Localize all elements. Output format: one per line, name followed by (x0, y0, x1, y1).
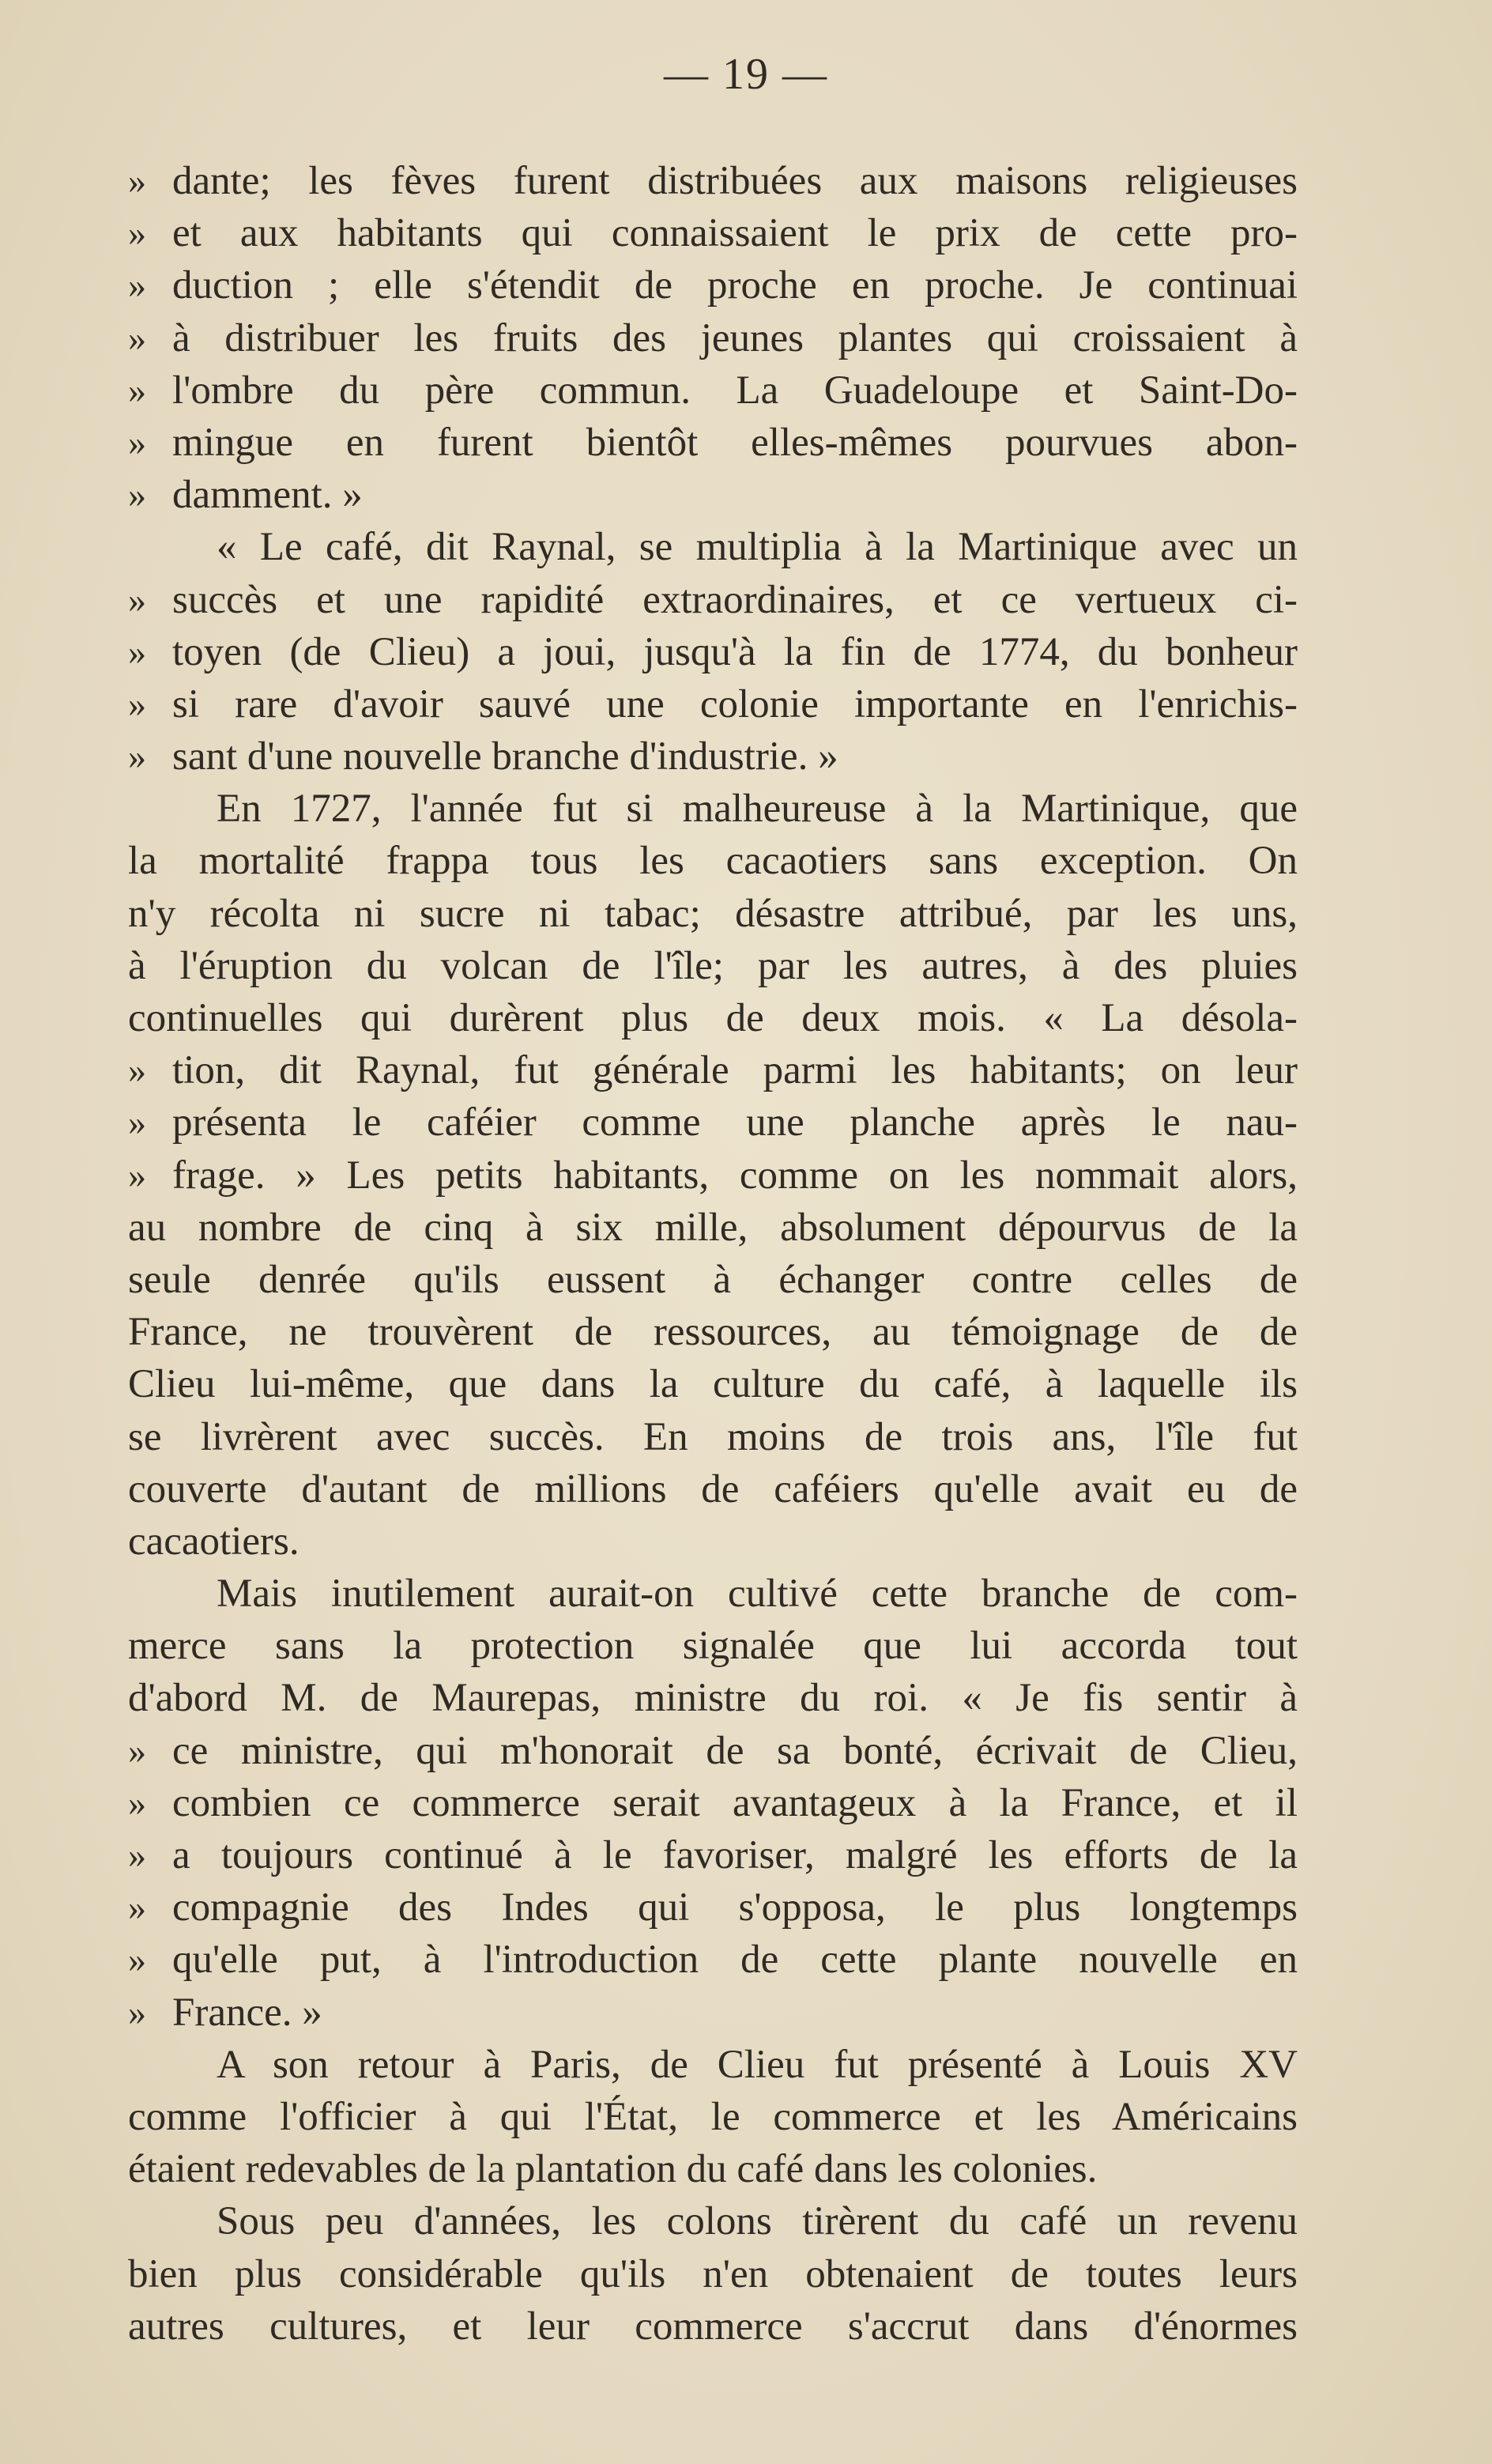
quote-marker: » (128, 317, 146, 358)
line-text: autres cultures, et leur commerce s'accrut dans d'énormes (128, 2304, 1298, 2349)
text-line (128, 2143, 1298, 2195)
quote-marker: » (128, 1050, 146, 1091)
line-text: A son retour à Paris, de Clieu fut présenté à Louis XV (217, 2042, 1298, 2087)
text-line (128, 1777, 1298, 1829)
quote-marker: » (128, 1102, 146, 1143)
text-line (128, 2091, 1298, 2143)
line-text: merce sans la protection signalée que lui accorda tout (128, 1624, 1298, 1669)
quote-marker: » (128, 160, 146, 201)
line-text: seule denrée qu'ils eussent à échanger contre celles de (128, 1257, 1298, 1302)
quote-marker: » (128, 683, 146, 724)
text-line (128, 259, 1298, 311)
line-text: France. » (172, 1990, 322, 2035)
line-text: continuelles qui durèrent plus de deux mois. « La désola- (128, 996, 1298, 1040)
page-number: — 19 — (664, 50, 828, 99)
line-text: au nombre de cinq à six mille, absolument dépourvus de la (128, 1205, 1298, 1250)
line-text: présenta le caféier comme une planche après le nau- (172, 1100, 1298, 1145)
line-text: qu'elle put, à l'introduction de cette plante nouvelle en (172, 1938, 1298, 1983)
text-line (128, 312, 1298, 364)
text-line (128, 1044, 1298, 1096)
line-text: compagnie des Indes qui s'opposa, le plus longtemps (172, 1885, 1298, 1930)
line-text: Sous peu d'années, les colons tirèrent du café un revenu (217, 2199, 1298, 2244)
quote-marker: » (128, 1730, 146, 1771)
line-text: sant d'une nouvelle branche d'industrie. » (172, 734, 838, 779)
quote-marker (128, 783, 172, 835)
text-line (128, 1149, 1298, 1202)
text-line (128, 940, 1298, 992)
line-text: ce ministre, qui m'honorait de sa bonté, écrivait de Clieu, (172, 1728, 1298, 1773)
text-line (128, 2248, 1298, 2300)
line-text: « Le café, dit Raynal, se multiplia à la Martinique avec un (217, 525, 1298, 570)
quote-marker: » (128, 1991, 146, 2032)
text-line (128, 888, 1298, 940)
text-line (128, 1358, 1298, 1410)
quote-marker: » (128, 474, 146, 515)
text-line (128, 417, 1298, 469)
text-line (128, 1254, 1298, 1306)
text-line (128, 626, 1298, 678)
line-text: l'ombre du père commun. La Guadeloupe et Saint-Do- (172, 368, 1298, 413)
quote-marker: » (128, 1782, 146, 1823)
text-line (128, 469, 1298, 521)
quote-marker (128, 1568, 172, 1620)
line-text: combien ce commerce serait avantageux à la France, et il (172, 1780, 1298, 1825)
quote-marker: » (128, 421, 146, 462)
line-text: à l'éruption du volcan de l'île; par les autres, à des pluies (128, 943, 1298, 988)
text-line (128, 521, 1298, 573)
text-line (128, 364, 1298, 417)
text-line (128, 1202, 1298, 1254)
text-line (128, 2300, 1298, 2353)
text-line (128, 1306, 1298, 1358)
quote-marker: » (128, 579, 146, 620)
text-line (128, 1515, 1298, 1568)
line-text: comme l'officier à qui l'État, le commerce et les Américains (128, 2094, 1298, 2139)
line-text: Clieu lui-même, que dans la culture du café, à laquelle ils (128, 1362, 1298, 1407)
line-text: cacaotiers. (128, 1519, 300, 1564)
text-line (128, 2039, 1298, 2091)
text-line (128, 1411, 1298, 1463)
quote-marker: » (128, 736, 146, 777)
line-text: n'y récolta ni sucre ni tabac; désastre attribué, par les uns, (128, 891, 1298, 936)
quote-marker: » (128, 1835, 146, 1875)
quote-marker: » (128, 631, 146, 672)
line-text: frage. » Les petits habitants, comme on les nommait alors, (172, 1153, 1298, 1198)
line-text: à distribuer les fruits des jeunes plantes qui croissaient à (172, 315, 1298, 360)
text-line (128, 783, 1298, 835)
line-text: toyen (de Clieu) a joui, jusqu'à la fin de 1774, du bonheur (172, 629, 1298, 674)
text-line (128, 1725, 1298, 1777)
line-text: a toujours continué à le favoriser, malgré les efforts de la (172, 1833, 1298, 1877)
text-line (128, 1620, 1298, 1672)
text-line (128, 2195, 1298, 2247)
text-line (128, 1463, 1298, 1515)
text-line (128, 1096, 1298, 1149)
line-text: étaient redevables de la plantation du café dans les colonies. (128, 2147, 1098, 2192)
text-line (128, 678, 1298, 730)
quote-marker (128, 2195, 172, 2247)
line-text: la mortalité frappa tous les cacaotiers sans exception. On (128, 839, 1298, 884)
line-text: se livrèrent avec succès. En moins de trois ans, l'île fut (128, 1414, 1298, 1459)
quote-marker: » (128, 1939, 146, 1980)
line-text: duction ; elle s'étendit de proche en proche. Je continuai (172, 263, 1298, 308)
line-text: mingue en furent bientôt elles-mêmes pourvues abon- (172, 420, 1298, 465)
text-line (128, 1829, 1298, 1881)
line-text: d'abord M. de Maurepas, ministre du roi. « Je fis sentir à (128, 1676, 1298, 1721)
text-line (128, 835, 1298, 887)
text-line (128, 1672, 1298, 1724)
line-text: si rare d'avoir sauvé une colonie importante en l'enrichis- (172, 681, 1298, 726)
line-text: couverte d'autant de millions de caféiers qu'elle avait eu de (128, 1466, 1298, 1511)
text-line (128, 155, 1298, 207)
quote-marker (128, 521, 172, 573)
quote-marker: » (128, 369, 146, 410)
text-line (128, 1568, 1298, 1620)
line-text: dante; les fèves furent distribuées aux maisons religieuses (172, 159, 1298, 203)
quote-marker: » (128, 265, 146, 306)
line-text: damment. » (172, 473, 363, 518)
text-line (128, 207, 1298, 259)
text-line (128, 574, 1298, 626)
text-line (128, 1987, 1298, 2039)
quote-marker (128, 2039, 172, 2091)
text-line (128, 1881, 1298, 1934)
line-text: bien plus considérable qu'ils n'en obtenaient de toutes leurs (128, 2251, 1298, 2296)
quote-marker: » (128, 1887, 146, 1928)
body-text (128, 155, 1298, 2353)
text-line (128, 730, 1298, 783)
line-text: succès et une rapidité extraordinaires, et ce vertueux ci- (172, 577, 1298, 622)
text-line (128, 1934, 1298, 1986)
line-text: et aux habitants qui connaissaient le prix de cette pro- (172, 211, 1298, 256)
line-text: En 1727, l'année fut si malheureuse à la Martinique, que (217, 787, 1298, 832)
quote-marker: » (128, 213, 146, 254)
quote-marker: » (128, 1154, 146, 1195)
line-text: France, ne trouvèrent de ressources, au témoignage de de (128, 1310, 1298, 1355)
line-text: tion, dit Raynal, fut générale parmi les habitants; on leur (172, 1048, 1298, 1093)
text-line (128, 992, 1298, 1044)
line-text: Mais inutilement aurait-on cultivé cette branche de com- (217, 1572, 1298, 1617)
